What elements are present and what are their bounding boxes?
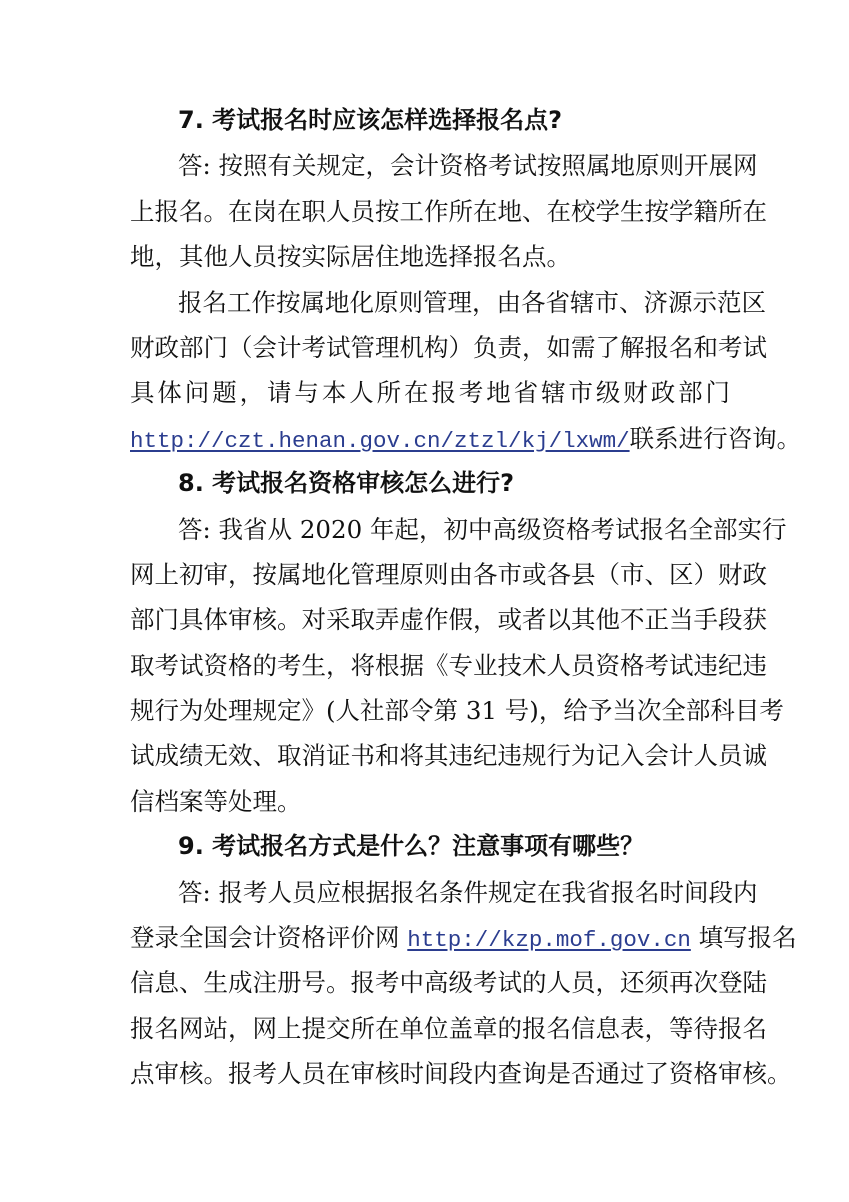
q8-answer-line: 网上初审，按属地化管理原则由各市或各县（市、区）财政 [130,559,767,589]
q7-paragraph-line: 报名工作按属地化原则管理，由各省辖市、济源示范区 [178,287,766,317]
q8-answer-line: 试成绩无效、取消证书和将其违纪违规行为记入会计人员诚 [130,741,767,771]
q9-link-line [130,915,797,960]
q7-link-line [130,416,802,461]
finance-dept-contact-link[interactable]: http://czt.henan.gov.cn/ztzl/kj/lxwm/ [130,427,630,454]
question-7-heading: 7. 考试报名时应该怎样选择报名点? [178,106,563,134]
document-page [130,98,802,1097]
q9-answer-line: 报名网站，网上提交所在单位盖章的报名信息表，等待报名 [130,1013,767,1043]
accounting-exam-site-link[interactable]: http://kzp.mof.gov.cn [407,927,691,954]
question-8-heading: 8. 考试报名资格审核怎么进行? [178,469,515,498]
q9-answer-line: 答: 报考人员应根据报名条件规定在我省报名时间段内 [178,877,758,907]
q8-answer-line: 规行为处理规定》(人社部令第 31 号)，给予当次全部科目考 [130,696,784,726]
q9-link-prefix: 登录全国会计资格评价网 [130,923,408,953]
q7-paragraph-line: 财政部门（会计考试管理机构）负责，如需了解报名和考试 [130,332,767,362]
q9-answer-line: 点审核。报考人员在审核时间段内查询是否通过了资格审核。 [130,1059,792,1089]
q8-answer-line: 取考试资格的考生，将根据《专业技术人员资格考试违纪违 [130,650,767,680]
q7-link-tail: 联系进行咨询。 [629,423,802,453]
q8-answer-line: 答: 我省从 2020 年起，初中高级资格考试报名全部实行 [178,514,787,544]
q7-answer-line: 地，其他人员按实际居住地选择报名点。 [130,242,571,272]
q7-paragraph-line: 具体问题，请与本人所在报考地省辖市级财政部门 [130,378,730,408]
q8-answer-line: 部门具体审核。对采取弄虚作假，或者以其他不正当手段获 [130,605,767,635]
question-9-heading: 9. 考试报名方式是什么？注意事项有哪些？ [178,832,645,861]
q7-answer-line: 答: 按照有关规定，会计资格考试按照属地原则开展网 [178,151,758,181]
q8-answer-line: 信档案等处理。 [130,786,302,816]
q9-link-suffix: 填写报名 [690,923,797,953]
q7-answer-line: 上报名。在岗在职人员按工作所在地、在校学生按学籍所在 [130,196,767,226]
q9-answer-line: 信息、生成注册号。报考中高级考试的人员，还须再次登陆 [130,968,767,998]
